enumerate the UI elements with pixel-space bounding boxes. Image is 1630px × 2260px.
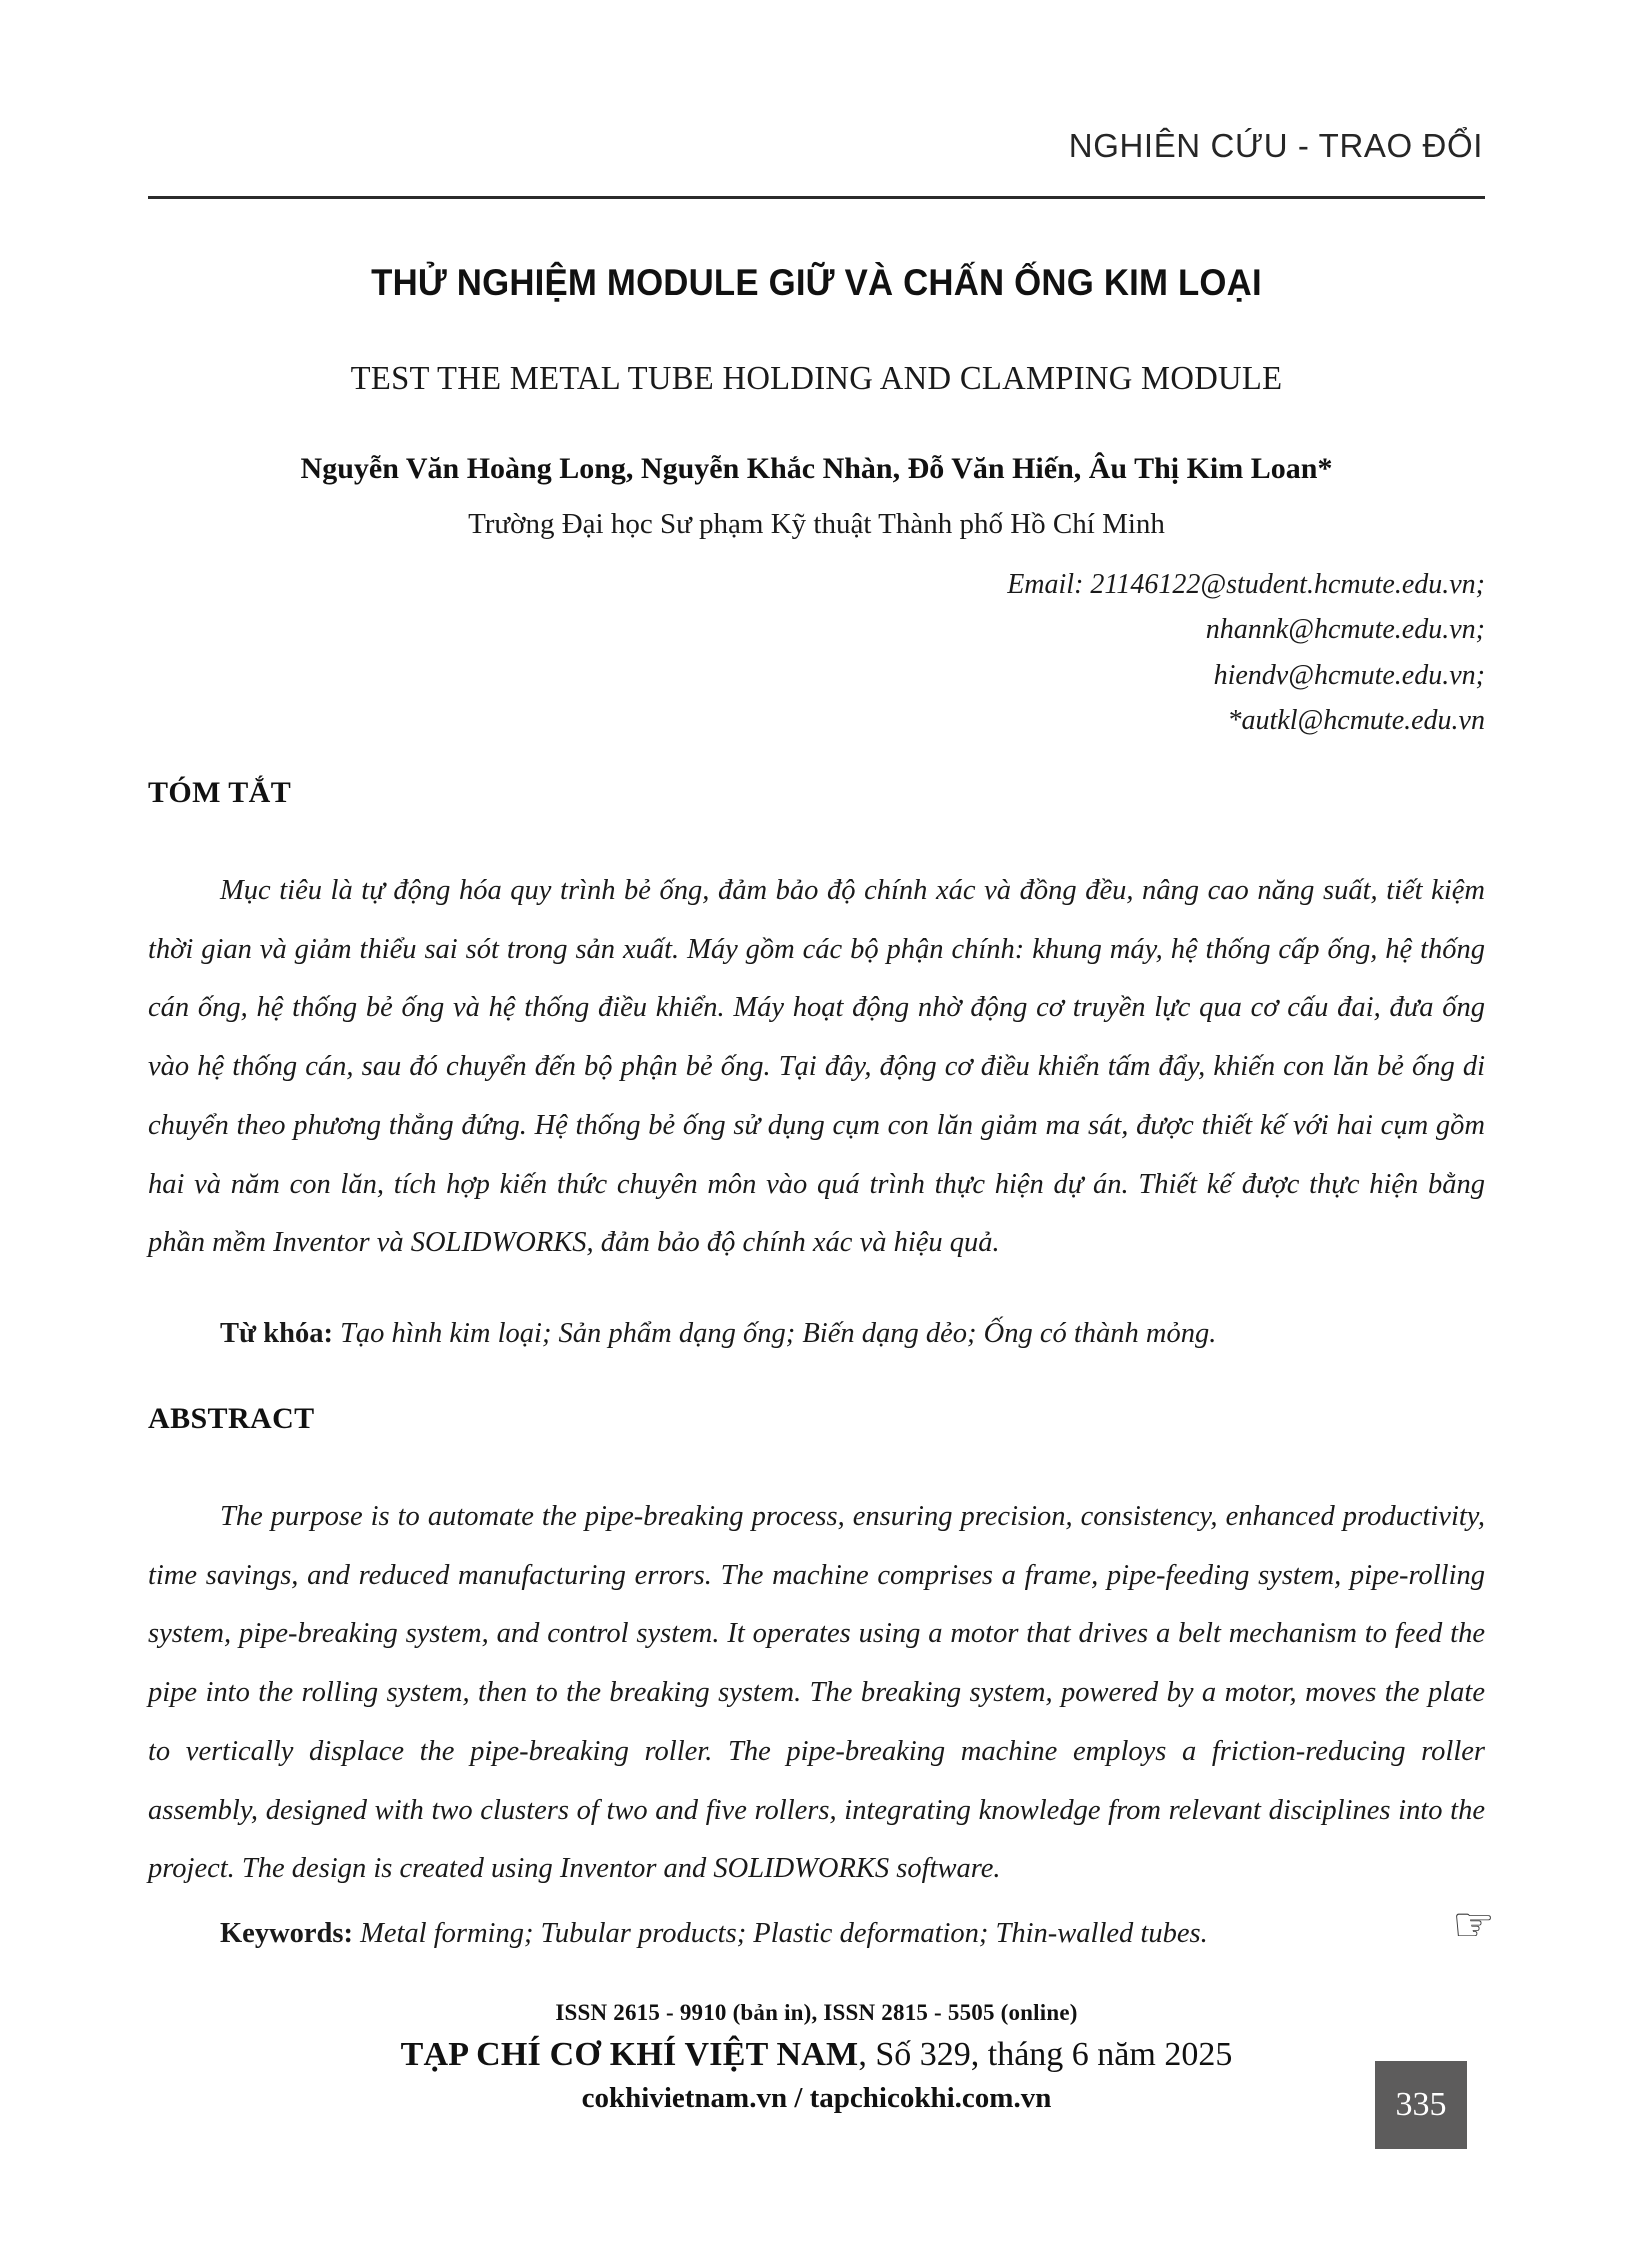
author-list: Nguyễn Văn Hoàng Long, Nguyễn Khắc Nhàn, Đỗ Văn Hiến, Âu Thị Kim Loan* xyxy=(300,452,1333,485)
keywords-vietnamese-value: Tạo hình kim loại; Sản phẩm dạng ống; Biến dạng dẻo; Ống có thành mỏng. xyxy=(340,1318,1217,1349)
article-title-vietnamese: THỬ NGHIỆM MODULE GIỮ VÀ CHẤN ỐNG KIM LOẠI xyxy=(371,262,1262,303)
email-line-1: Email: 21146122@student.hcmute.edu.vn; xyxy=(1007,569,1485,600)
footer-issn: ISSN 2615 - 9910 (bản in), ISSN 2815 - 5505 (online) xyxy=(555,2000,1078,2025)
keywords-english xyxy=(148,1918,1485,1950)
page-number-badge: 335 xyxy=(1375,2061,1467,2149)
keywords-english-value: Metal forming; Tubular products; Plastic deformation; Thin-walled tubes. xyxy=(360,1918,1208,1949)
abstract-vietnamese: Mục tiêu là tự động hóa quy trình bẻ ống, đảm bảo độ chính xác và đồng đều, nâng cao năng suất, tiết kiệm thời gian và giảm thiểu sai sót trong sản xuất. Máy gồm các bộ phận chính: khung máy, hệ thống cấp ống, hệ thống cán ống, hệ thống bẻ ống và hệ thống điều khiển. Máy hoạt động nhờ động cơ truyền lực qua cơ cấu đai, đưa ống vào hệ thống cán, sau đó chuyển đến bộ phận bẻ ống. Tại đây, động cơ điều khiển tấm đẩy, khiến con lăn bẻ ống di chuyển theo phương thẳng đứng. Hệ thống bẻ ống sử dụng cụm con lăn giảm ma sát, được thiết kế với hai cụm gồm hai và năm con lăn, tích hợp kiến thức chuyên môn vào quá trình thực hiện dự án. Thiết kế được thực hiện bằng phần mềm Inventor và SOLIDWORKS, đảm bảo độ chính xác và hiệu quả. xyxy=(148,875,1485,1259)
section-heading-abstract: ABSTRACT xyxy=(148,1402,315,1435)
email-line-4: *autkl@hcmute.edu.vn xyxy=(1227,705,1485,737)
running-head: NGHIÊN CỨU - TRAO ĐỔI xyxy=(1068,127,1483,164)
footer-journal-line xyxy=(148,2036,1485,2074)
running-head-rule xyxy=(148,196,1485,199)
keywords-vietnamese xyxy=(148,1318,1485,1350)
email-line-3: hiendv@hcmute.edu.vn; xyxy=(1213,659,1485,691)
page-footer xyxy=(148,2000,1485,2115)
footer-websites: cokhivietnam.vn / tapchicokhi.com.vn xyxy=(581,2082,1052,2114)
abstract-english: The purpose is to automate the pipe-breaking process, ensuring precision, consistency, enhanced productivity, time savings, and reduced manufacturing errors. The machine comprises a frame, pipe-feeding system, pipe-rolling system, pipe-breaking system, and control system. It operates using a motor that drives a belt mechanism to feed the pipe into the rolling system, then to the breaking system. The breaking system, powered by a motor, moves the plate to vertically displace the pipe-breaking roller. The pipe-breaking machine employs a friction-reducing roller assembly, designed with two clusters of two and five rollers, integrating knowledge from relevant disciplines into the project. The design is created using Inventor and SOLIDWORKS software. xyxy=(148,1501,1485,1885)
footer-journal-name: TẠP CHÍ CƠ KHÍ VIỆT NAM xyxy=(400,2036,859,2073)
email-line-2: nhannk@hcmute.edu.vn; xyxy=(1205,614,1485,646)
affiliation: Trường Đại học Sư phạm Kỹ thuật Thành phố Hồ Chí Minh xyxy=(468,508,1165,540)
article-title-english: TEST THE METAL TUBE HOLDING AND CLAMPING MODULE xyxy=(350,360,1283,397)
section-heading-tomtat: TÓM TẮT xyxy=(148,776,292,809)
keywords-vietnamese-label: Từ khóa: xyxy=(220,1318,333,1349)
email-list xyxy=(148,562,1485,743)
keywords-english-label: Keywords: xyxy=(220,1918,353,1949)
pointing-hand-icon: ☞ xyxy=(1452,1897,1496,1953)
footer-journal-issue: , Số 329, tháng 6 năm 2025 xyxy=(858,2036,1233,2073)
